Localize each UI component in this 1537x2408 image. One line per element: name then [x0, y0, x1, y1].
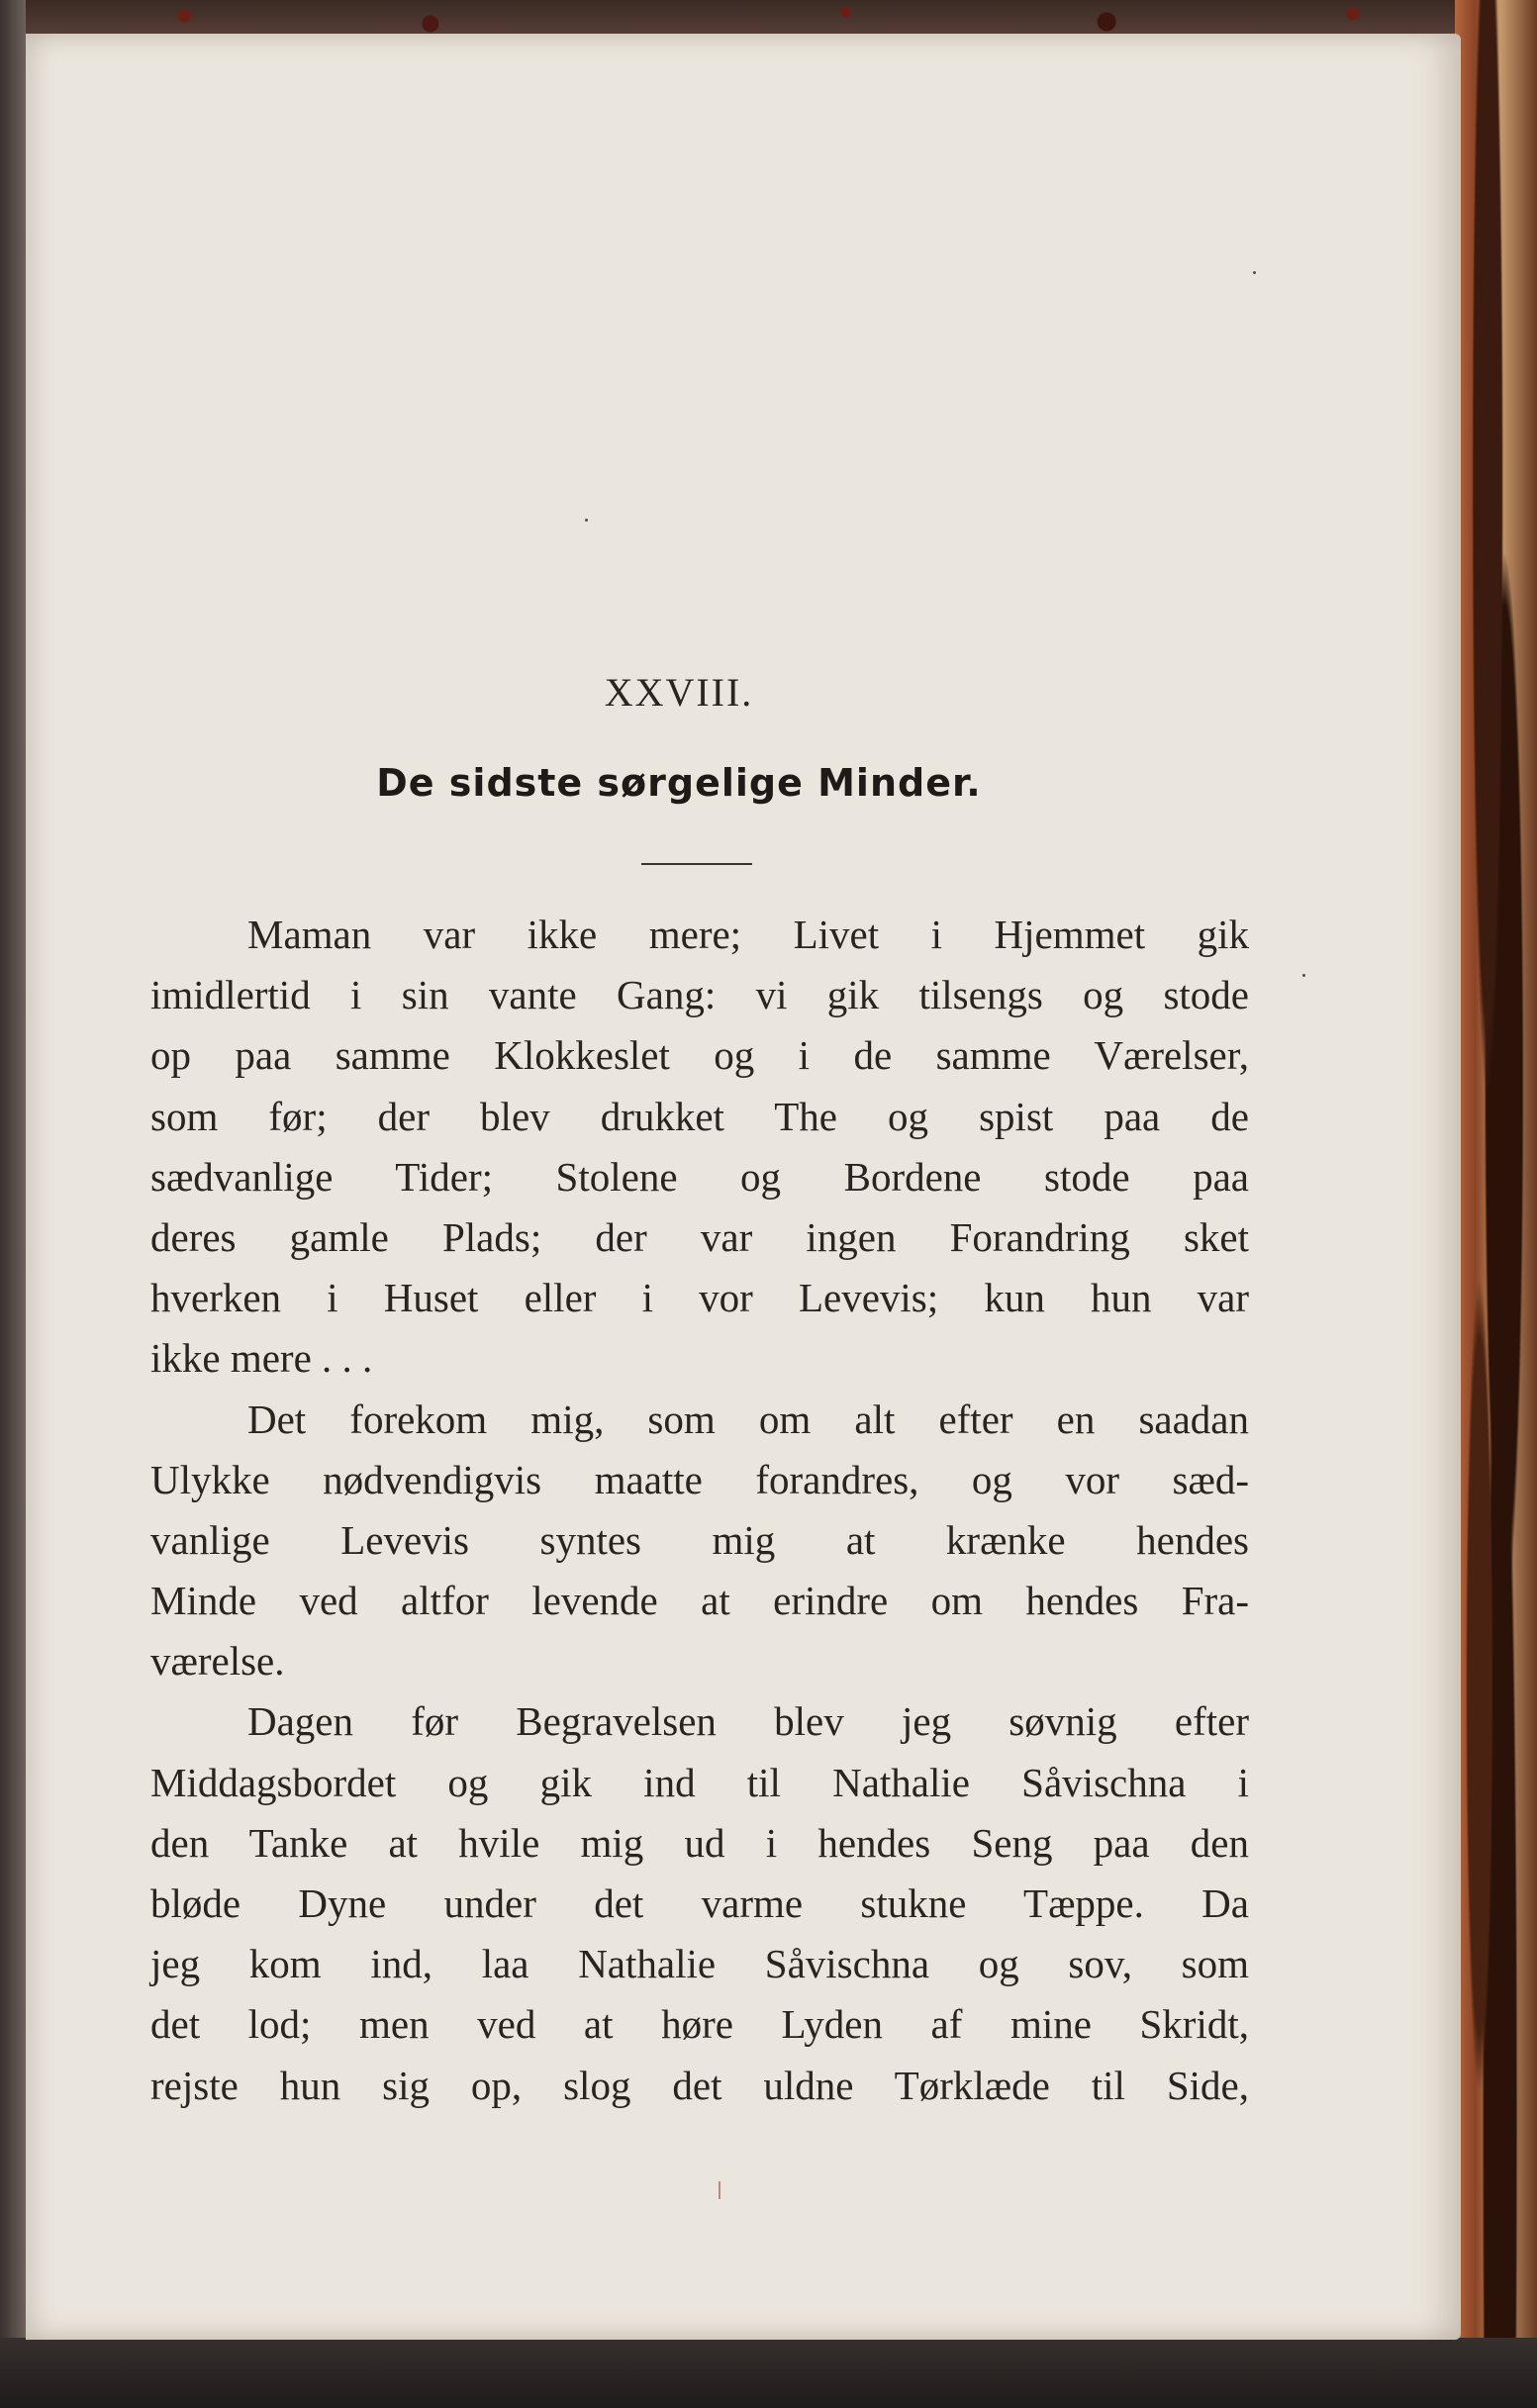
text-line: deres gamle Plads; der var ingen Forandring sket [150, 1213, 1249, 1260]
book-spine-edge [0, 0, 26, 2408]
chapter-title: De sidste sørgelige Minder. [376, 761, 982, 805]
book-page [26, 34, 1461, 2340]
text-line: ikke mere . . . [150, 1335, 373, 1382]
text-line: Middagsbordet og gik ind til Nathalie Såvischna i [150, 1759, 1249, 1805]
paper-speck [585, 519, 588, 522]
paper-speck [719, 2181, 720, 2199]
book-cover-right [1455, 0, 1537, 2408]
text-line: Ulykke nødvendigvis maatte forandres, og vor sæd- [150, 1456, 1249, 1502]
text-line: Minde ved altfor levende at erindre om hendes Fra- [150, 1578, 1249, 1624]
text-line: Det forekom mig, som om alt efter en saadan [247, 1396, 1249, 1442]
text-line: Maman var ikke mere; Livet i Hjemmet gik [247, 912, 1249, 957]
text-line: op paa samme Klokkeslet og i de samme Værelser, [150, 1032, 1249, 1079]
text-line: den Tanke at hvile mig ud i hendes Seng paa den [150, 1819, 1249, 1866]
text-line: vanlige Levevis syntes mig at krænke hendes [150, 1516, 1249, 1563]
paper-speck [1253, 271, 1256, 274]
text-line: sædvanlige Tider; Stolene og Bordene stode paa [150, 1153, 1249, 1200]
text-line: imidlertid i sin vante Gang: vi gik tilsengs og stode [150, 972, 1249, 1018]
text-line: rejste hun sig op, slog det uldne Tørklæde til Side, [150, 2062, 1249, 2108]
book-cover-bottom [0, 2338, 1537, 2408]
paper-speck [1302, 974, 1305, 977]
chapter-number: XXVIII. [604, 670, 754, 715]
text-line: Dagen før Begravelsen blev jeg søvnig efter [247, 1698, 1249, 1745]
text-line: som før; der blev drukket The og spist paa de [150, 1093, 1249, 1139]
text-line: værelse. [150, 1638, 285, 1685]
divider-rule [641, 863, 752, 865]
text-line: det lod; men ved at høre Lyden af mine Skridt, [150, 2001, 1249, 2048]
text-line: jeg kom ind, laa Nathalie Såvischna og sov, som [150, 1941, 1249, 1987]
text-line: bløde Dyne under det varme stukne Tæppe. Da [150, 1880, 1249, 1926]
body-text [150, 905, 1249, 2116]
text-line: hverken i Huset eller i vor Levevis; kun hun var [150, 1275, 1249, 1321]
